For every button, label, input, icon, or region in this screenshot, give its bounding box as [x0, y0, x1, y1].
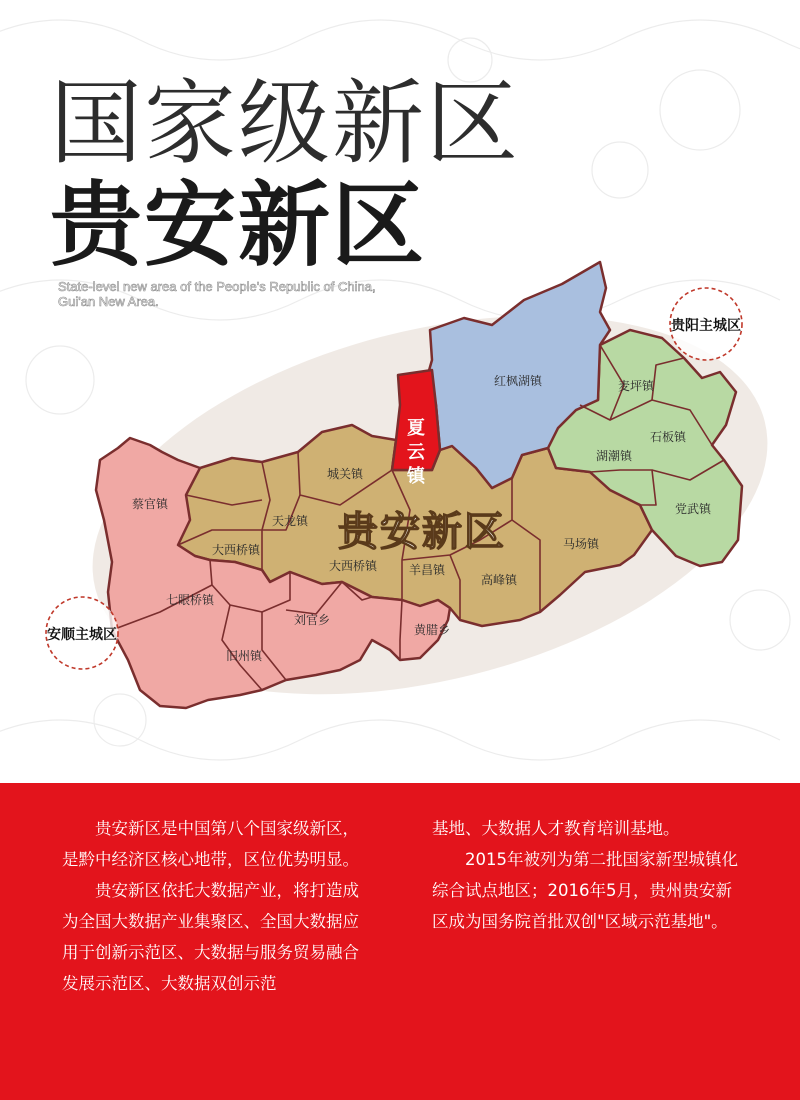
anshun-label: 安顺主城区 — [47, 627, 117, 643]
label-huangla: 黄腊乡 — [413, 623, 451, 637]
label-daxiqiao-east: 大西桥镇 — [328, 559, 378, 573]
highlight-xiayun-char2: 云 — [407, 442, 425, 463]
label-hucao: 湖潮镇 — [595, 449, 633, 463]
label-yangchang: 羊昌镇 — [408, 563, 446, 577]
label-tianlong: 天龙镇 — [271, 514, 309, 528]
label-dangwu: 党武镇 — [674, 502, 712, 516]
label-liuguan: 刘官乡 — [293, 613, 331, 627]
guiyang-callout — [670, 288, 742, 360]
label-qiyanqiao: 七眼桥镇 — [165, 593, 215, 607]
label-shibanzhen: 石板镇 — [649, 430, 687, 444]
guiyang-label: 贵阳主城区 — [671, 318, 741, 334]
page-title-line2: 贵安新区 — [50, 172, 427, 279]
page-title-line1: 国家级新区 — [50, 70, 521, 177]
guian-district-map — [0, 255, 800, 725]
intro-paragraph: 贵安新区依托大数据产业，将打造成为全国大数据产业集聚区、全国大数据应用于创新示范区、大数据与服务贸易融合发展示范区、大数据双创示范 — [62, 881, 359, 993]
label-gaofeng: 高峰镇 — [480, 573, 518, 587]
intro-left-column — [62, 813, 372, 999]
anshun-callout — [46, 597, 118, 669]
intro-paragraph: 基地、大数据人才教育培训基地。 — [432, 819, 680, 838]
label-hongfenghu: 红枫湖镇 — [493, 374, 543, 388]
intro-right-column — [432, 813, 742, 937]
label-caiguan: 蔡官镇 — [131, 497, 169, 511]
highlight-xiayun-char3: 镇 — [407, 466, 425, 487]
english-subtitle-line1: State-level new area of the People's Republic of China, — [58, 279, 376, 294]
label-jiuzhou: 旧州镇 — [225, 649, 263, 663]
english-subtitle-line2: Gui'an New Area. — [58, 294, 159, 309]
map-center-label: 贵安新区 — [338, 509, 506, 555]
label-chengguan: 城关镇 — [326, 467, 364, 481]
label-machang: 马场镇 — [562, 537, 600, 551]
label-daxiqiao-west: 大西桥镇 — [211, 543, 261, 557]
label-maiping: 麦坪镇 — [617, 379, 655, 393]
intro-paragraph: 贵安新区是中国第八个国家级新区，是黔中经济区核心地带，区位优势明显。 — [62, 819, 359, 869]
highlight-xiayun-char1: 夏 — [407, 418, 425, 439]
intro-paragraph: 2015年被列为第二批国家新型城镇化综合试点地区；2016年5月，贵州贵安新区成为国务院首批双创"区域示范基地"。 — [432, 850, 738, 931]
